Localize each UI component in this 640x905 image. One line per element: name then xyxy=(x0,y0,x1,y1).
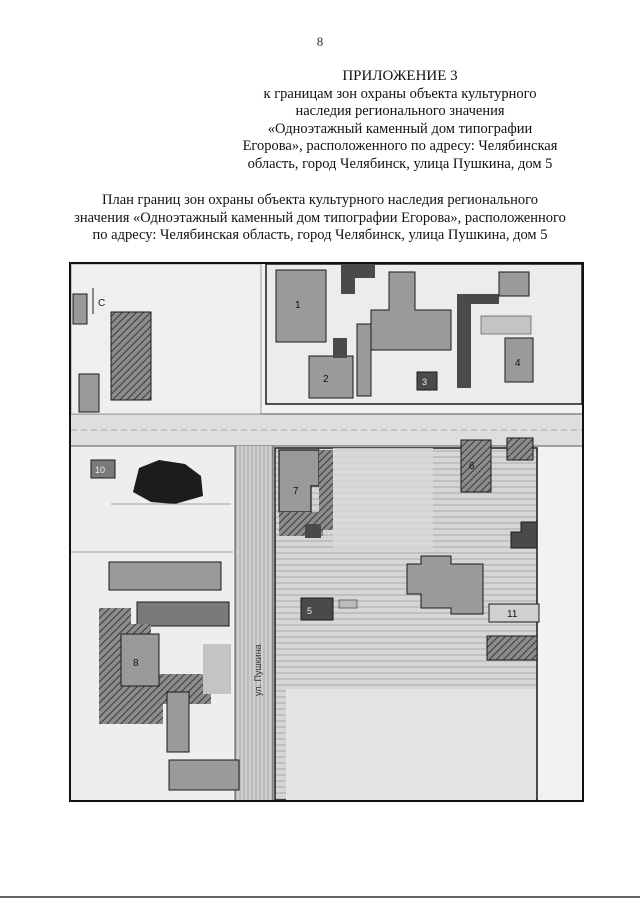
appendix-heading: ПРИЛОЖЕНИЕ 3 xyxy=(342,68,458,84)
appendix-line: к границам зон охраны объекта культурного xyxy=(263,85,537,102)
building-label: 3 xyxy=(422,377,428,387)
title-line: по адресу: Челябинская область, город Челябинск, улица Пушкина, дом 5 xyxy=(92,227,548,243)
building-label: 7 xyxy=(293,486,299,497)
title-line: План границ зон охраны объекта культурного наследия регионального xyxy=(102,192,538,208)
building-label: 10 xyxy=(95,465,106,475)
appendix-line: «Одноэтажный каменный дом типографии xyxy=(267,120,533,137)
building-label: 11 xyxy=(507,609,518,620)
road-vertical xyxy=(235,446,273,800)
appendix-line: область, город Челябинск, улица Пушкина, дом 5 xyxy=(247,155,553,172)
appendix-line: Егорова», расположенного по адресу: Челябинская xyxy=(242,138,558,154)
building-label: 1 xyxy=(295,300,301,311)
street-label: ул. Пушкина xyxy=(253,644,263,696)
building-label: 5 xyxy=(307,606,313,616)
appendix-line: наследия регионального значения xyxy=(295,103,505,119)
building-label: 6 xyxy=(469,461,475,472)
plan-title xyxy=(40,192,600,245)
bottom-rule xyxy=(0,896,640,898)
page-number: 8 xyxy=(316,34,324,49)
svg-text:С: С xyxy=(98,298,106,309)
zone-map-drawing xyxy=(71,264,582,800)
zone-map xyxy=(69,262,584,802)
building-label: 4 xyxy=(515,358,521,369)
title-line: значения «Одноэтажный каменный дом типографии Егорова», расположенного xyxy=(74,209,566,226)
building-label: 8 xyxy=(133,658,139,669)
appendix-header xyxy=(230,68,570,173)
building-label: 2 xyxy=(323,374,329,385)
